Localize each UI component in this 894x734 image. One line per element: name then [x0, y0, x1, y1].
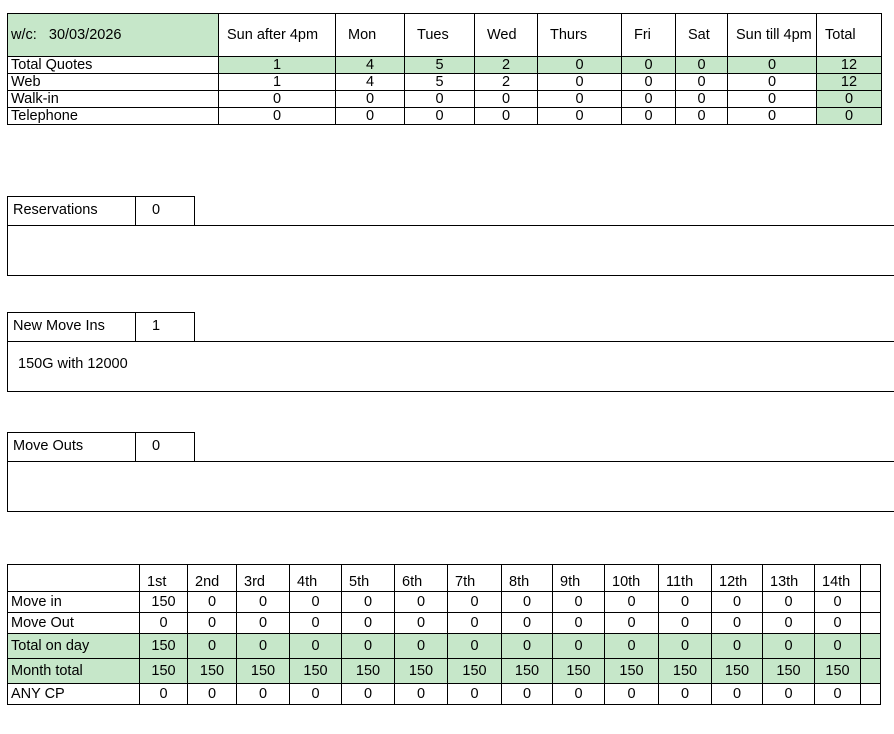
cell: 0: [188, 634, 237, 659]
cell: 150: [553, 659, 605, 684]
cell: 0: [676, 57, 728, 74]
cell: 0: [237, 634, 290, 659]
cell: 150: [290, 659, 342, 684]
day-header: 5th: [342, 565, 395, 592]
overflow-cell: [861, 565, 881, 592]
header-thurs: Thurs: [538, 14, 622, 57]
header-sun-after: Sun after 4pm: [219, 14, 336, 57]
cell: 0: [448, 613, 502, 634]
cell: 2: [475, 57, 538, 74]
cell: 0: [553, 684, 605, 705]
cell: 0: [659, 592, 712, 613]
cell: 0: [763, 684, 815, 705]
cell: 0: [336, 91, 405, 108]
row-web: [8, 74, 882, 91]
row-total-quotes: [8, 57, 882, 74]
total-cell: 12: [817, 74, 882, 91]
cell: 0: [622, 91, 676, 108]
cell: 0: [290, 592, 342, 613]
cell: 0: [342, 613, 395, 634]
total-cell: 0: [817, 91, 882, 108]
cell: 0: [140, 684, 188, 705]
cell: 0: [815, 634, 861, 659]
row-any-cp: [8, 684, 881, 705]
cell: 0: [502, 634, 553, 659]
overflow-cell: [861, 659, 881, 684]
cell: 0: [659, 613, 712, 634]
cell: 0: [538, 57, 622, 74]
cell: 0: [140, 613, 188, 634]
cell: 0: [676, 74, 728, 91]
cell: 4: [336, 57, 405, 74]
total-cell: 0: [817, 108, 882, 125]
day-header-row: [8, 565, 881, 592]
cell: 0: [342, 634, 395, 659]
header-fri: Fri: [622, 14, 676, 57]
cell: 0: [538, 91, 622, 108]
cell: 150: [763, 659, 815, 684]
move-outs-notes: [7, 461, 894, 512]
cell: 0: [395, 592, 448, 613]
header-tues: Tues: [405, 14, 475, 57]
cell: 150: [188, 659, 237, 684]
cell: 0: [622, 57, 676, 74]
header-sun-till: Sun till 4pm: [728, 14, 817, 57]
cell: 0: [553, 613, 605, 634]
weekly-quotes-table: [7, 13, 882, 125]
cell: 0: [728, 74, 817, 91]
cell: 0: [290, 684, 342, 705]
row-label: Walk-in: [8, 91, 219, 108]
row-total-on-day: [8, 634, 881, 659]
cell: 0: [763, 613, 815, 634]
cell: 0: [219, 91, 336, 108]
cell: 0: [290, 613, 342, 634]
overflow-cell: [861, 613, 881, 634]
corner-cell: [8, 565, 140, 592]
row-label: Total on day: [8, 634, 140, 659]
row-label: Total Quotes: [8, 57, 219, 74]
cell: 0: [622, 74, 676, 91]
header-wed: Wed: [475, 14, 538, 57]
cell: 0: [605, 613, 659, 634]
cell: 0: [237, 613, 290, 634]
cell: 0: [659, 684, 712, 705]
cell: 150: [140, 592, 188, 613]
cell: 2: [475, 74, 538, 91]
cell: 0: [188, 684, 237, 705]
cell: 0: [395, 613, 448, 634]
cell: 1: [219, 57, 336, 74]
move-ins-label: New Move Ins: [8, 313, 136, 342]
cell: 0: [676, 91, 728, 108]
cell: 0: [728, 91, 817, 108]
overflow-cell: [861, 592, 881, 613]
cell: 0: [676, 108, 728, 125]
cell: 0: [188, 592, 237, 613]
cell: 0: [395, 684, 448, 705]
cell: 0: [605, 634, 659, 659]
cell: 0: [448, 634, 502, 659]
cell: 0: [342, 592, 395, 613]
cell: 0: [763, 634, 815, 659]
reservations-label: Reservations: [8, 197, 136, 226]
week-date: 30/03/2026: [48, 26, 122, 43]
move-outs-count: 0: [152, 438, 161, 454]
row-label: ANY CP: [8, 684, 140, 705]
cell: 0: [712, 613, 763, 634]
week-label: w/c:: [11, 26, 37, 43]
day-header: 14th: [815, 565, 861, 592]
row-telephone: [8, 108, 882, 125]
cell: 0: [188, 613, 237, 634]
cell: 0: [219, 108, 336, 125]
cell: 0: [815, 613, 861, 634]
overflow-cell: [861, 634, 881, 659]
row-label: Move Out: [8, 613, 140, 634]
day-header: 11th: [659, 565, 712, 592]
cell: 0: [815, 592, 861, 613]
reservations-notes: [7, 225, 894, 276]
day-header: 2nd: [188, 565, 237, 592]
cell: 150: [712, 659, 763, 684]
cell: 0: [405, 91, 475, 108]
reservations-count: 0: [152, 202, 161, 218]
cell: 150: [815, 659, 861, 684]
cell: 150: [659, 659, 712, 684]
row-label: Month total: [8, 659, 140, 684]
cell: 150: [395, 659, 448, 684]
cell: 0: [553, 592, 605, 613]
cell: 150: [605, 659, 659, 684]
cell: 0: [290, 634, 342, 659]
cell: 150: [502, 659, 553, 684]
cell: 0: [712, 684, 763, 705]
cell: 0: [622, 108, 676, 125]
cell: 0: [815, 684, 861, 705]
cell: 150: [140, 659, 188, 684]
cell: 0: [475, 91, 538, 108]
cell: 0: [538, 74, 622, 91]
move-ins-count: 1: [152, 318, 161, 334]
cell: 0: [538, 108, 622, 125]
cell: 0: [405, 108, 475, 125]
cell: 0: [342, 684, 395, 705]
cell: 0: [502, 684, 553, 705]
overflow-cell: [861, 684, 881, 705]
day-header: 7th: [448, 565, 502, 592]
week-commencing-cell: [8, 14, 219, 57]
day-header: 1st: [140, 565, 188, 592]
row-month-total: [8, 659, 881, 684]
day-header: 3rd: [237, 565, 290, 592]
cell: 0: [237, 592, 290, 613]
cell: 0: [336, 108, 405, 125]
row-label: Move in: [8, 592, 140, 613]
cell: 150: [448, 659, 502, 684]
move-ins-notes: 150G with 12000: [7, 341, 894, 392]
move-outs-label: Move Outs: [8, 433, 136, 462]
day-header: 4th: [290, 565, 342, 592]
cell: 0: [502, 592, 553, 613]
day-header: 6th: [395, 565, 448, 592]
row-label: Web: [8, 74, 219, 91]
cell: 4: [336, 74, 405, 91]
cell: 0: [502, 613, 553, 634]
cell: 150: [342, 659, 395, 684]
cell: 150: [140, 634, 188, 659]
day-header: 13th: [763, 565, 815, 592]
cell: 0: [237, 684, 290, 705]
cell: 0: [553, 634, 605, 659]
cell: 150: [237, 659, 290, 684]
day-header: 10th: [605, 565, 659, 592]
day-header: 12th: [712, 565, 763, 592]
day-header: 9th: [553, 565, 605, 592]
cell: 1: [219, 74, 336, 91]
cell: 0: [712, 592, 763, 613]
cell: 0: [395, 634, 448, 659]
header-sat: Sat: [676, 14, 728, 57]
cell: 0: [763, 592, 815, 613]
cell: 0: [728, 57, 817, 74]
cell: 0: [448, 592, 502, 613]
cell: 5: [405, 57, 475, 74]
row-move-out: [8, 613, 881, 634]
cell: 0: [659, 634, 712, 659]
cell: 0: [728, 108, 817, 125]
cell: 0: [605, 684, 659, 705]
cell: 0: [712, 634, 763, 659]
daily-movement-table: [7, 564, 881, 705]
cell: 5: [405, 74, 475, 91]
cell: 0: [605, 592, 659, 613]
header-mon: Mon: [336, 14, 405, 57]
header-total: Total: [817, 14, 882, 57]
day-header: 8th: [502, 565, 553, 592]
row-label: Telephone: [8, 108, 219, 125]
total-cell: 12: [817, 57, 882, 74]
cell: 0: [475, 108, 538, 125]
row-move-in: [8, 592, 881, 613]
row-walk-in: [8, 91, 882, 108]
cell: 0: [448, 684, 502, 705]
